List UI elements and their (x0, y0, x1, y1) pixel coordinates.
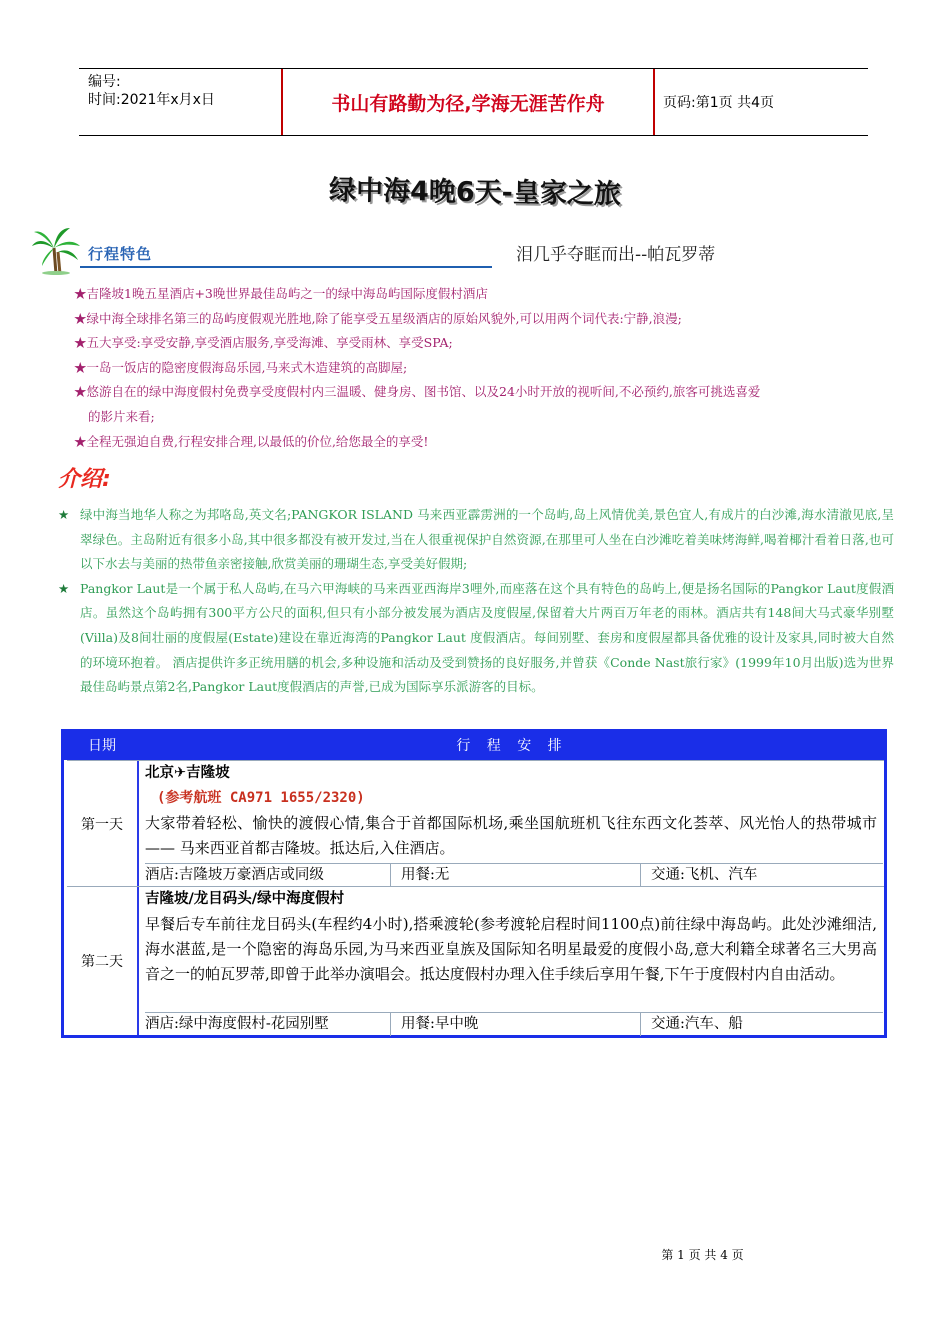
time-label: 时间:2021年x月x日 (88, 92, 215, 108)
page-title: 绿中海4晚6天-皇家之旅 (328, 174, 622, 211)
table-header (64, 732, 884, 760)
day-label: 第二天 (67, 887, 139, 1035)
route-title: 吉隆坡/龙目码头/绿中海度假村 (145, 891, 345, 907)
header-meta (79, 69, 281, 135)
column-header-date: 日期 (88, 738, 116, 754)
feature-item: ★五大享受:享受安静,享受酒店服务,享受海滩、享受雨林、享受SPA; (74, 335, 453, 351)
page-footer: 第 1 页 共 4 页 (661, 1248, 744, 1262)
intro-title: 介绍: (58, 467, 111, 492)
itinerary-table (61, 729, 887, 1038)
day-body (145, 761, 883, 887)
star-icon: ★ (58, 580, 70, 596)
hotel-info: 酒店:绿中海度假村-花园别墅 (145, 1013, 391, 1036)
column-header-schedule: 行 程 安 排 (456, 738, 568, 754)
feature-item: ★一岛一饭店的隐密度假海岛乐园,马来式木造建筑的高脚屋; (74, 359, 408, 375)
number-label: 编号: (88, 74, 121, 90)
day-meta (145, 1012, 883, 1036)
transport-info: 交通:飞机、汽车 (651, 867, 758, 883)
feature-item: ★绿中海全球排名第三的岛屿度假观光胜地,除了能享受五星级酒店的原始风貌外,可以用两个词代表:宁静,浪漫; (74, 310, 682, 326)
section-note: 泪几乎夺眶而出--帕瓦罗蒂 (516, 245, 716, 265)
day-body (145, 887, 883, 1036)
table-row (67, 760, 884, 886)
intro-paragraph (58, 503, 894, 577)
section-divider (80, 266, 492, 268)
flight-info: (参考航班 CA971 1655/2320) (157, 790, 365, 806)
table-row (67, 886, 884, 1035)
day-label: 第一天 (67, 761, 139, 886)
section-label: 行程特色 (88, 245, 153, 263)
feature-item: ★悠游自在的绿中海度假村免费享受度假村内三温暖、健身房、图书馆、以及24小时开放的视听间,不必预约,旅客可挑选喜爱 (74, 384, 761, 400)
intro-section (58, 503, 894, 700)
day-description: 早餐后专车前往龙目码头(车程约4小时),搭乘渡轮(参考渡轮启程时间1100点)前往绿中海岛屿。此处沙滩细洁,海水湛蓝,是一个隐密的海岛乐园,为马来西亚皇族及国际知名明星最爱的度假小岛,意大利籍全球著名三大男高音之一的帕瓦罗蒂,即曾于此举办演唱会。抵达度假村办理入住手续后享用午餐,下午于度假村内自由活动。 (145, 915, 877, 983)
route-title: 北京✈吉隆坡 (145, 765, 230, 781)
intro-paragraph-text: Pangkor Laut是一个属于私人岛屿,在马六甲海峡的马来西亚西海岸3哩外,而座落在这个具有特色的岛屿上,便是扬名国际的Pangkor Laut度假酒店。虽然这个岛屿拥有300平方公尺的面积,但只有小部分被发展为酒店及度假屋,保留着大片两百万年老的雨林。酒店共有148间大马式豪华别墅(Villa)及8间壮丽的度假屋(Estate)建设在靠近海湾的Pangkor Laut 度假酒店。每间别墅、套房和度假屋都具备优雅的设计及家具,同时被大自然的环境环抱着。 酒店提供许多正统用膳的机会,多种设施和活动及受到赞扬的良好服务,并曾获《Conde Nast旅行家》(1999年10月出版)选为世界最佳岛屿景点第2名,Pangkor Laut度假酒店的声誉,已成为国际享乐派游客的目标。 (80, 580, 894, 695)
palm-tree-icon (30, 224, 82, 276)
hotel-info: 酒店:吉隆坡万豪酒店或同级 (145, 864, 391, 887)
feature-item: ★吉隆坡1晚五星酒店+3晚世界最佳岛屿之一的绿中海岛屿国际度假村酒店 (74, 286, 488, 301)
day-meta (145, 863, 883, 887)
feature-item: ★全程无强迫自费,行程安排合理,以最低的价位,给您最全的享受! (74, 433, 429, 449)
meal-info: 用餐:早中晚 (391, 1013, 641, 1036)
document-header (79, 68, 868, 136)
day-description: 大家带着轻松、愉快的渡假心情,集合于首都国际机场,乘坐国航班机飞往东西文化荟萃、风光怡人的热带城市—— 马来西亚首都吉隆坡。抵达后,入住酒店。 (145, 814, 877, 857)
meal-info: 用餐:无 (391, 864, 641, 887)
page-indicator: 页码:第1页 共4页 (663, 95, 774, 111)
transport-info: 交通:汽车、船 (651, 1016, 743, 1032)
star-icon: ★ (58, 507, 70, 522)
header-motto: 书山有路勤为径,学海无涯苦作舟 (281, 69, 655, 135)
features-list (74, 282, 894, 454)
feature-item-continued: 的影片来看; (88, 408, 155, 424)
intro-paragraph-text: 绿中海当地华人称之为邦咯岛,英文名;PANGKOR ISLAND 马来西亚霹雳洲的一个岛屿,岛上风情优美,景色宜人,有成片的白沙滩,海水清澈见底,呈翠绿色。主岛附近有很多小岛,其中很多都没有被开发过,当在人很重视保护自然资源,在那里可人坐在白沙滩吃着美味烤海鲜,喝着椰汁看着日落,也可以下水去与美丽的热带鱼亲密接触,欣赏美丽的珊瑚生态,享受美好假期; (80, 507, 894, 572)
intro-paragraph (58, 577, 894, 700)
